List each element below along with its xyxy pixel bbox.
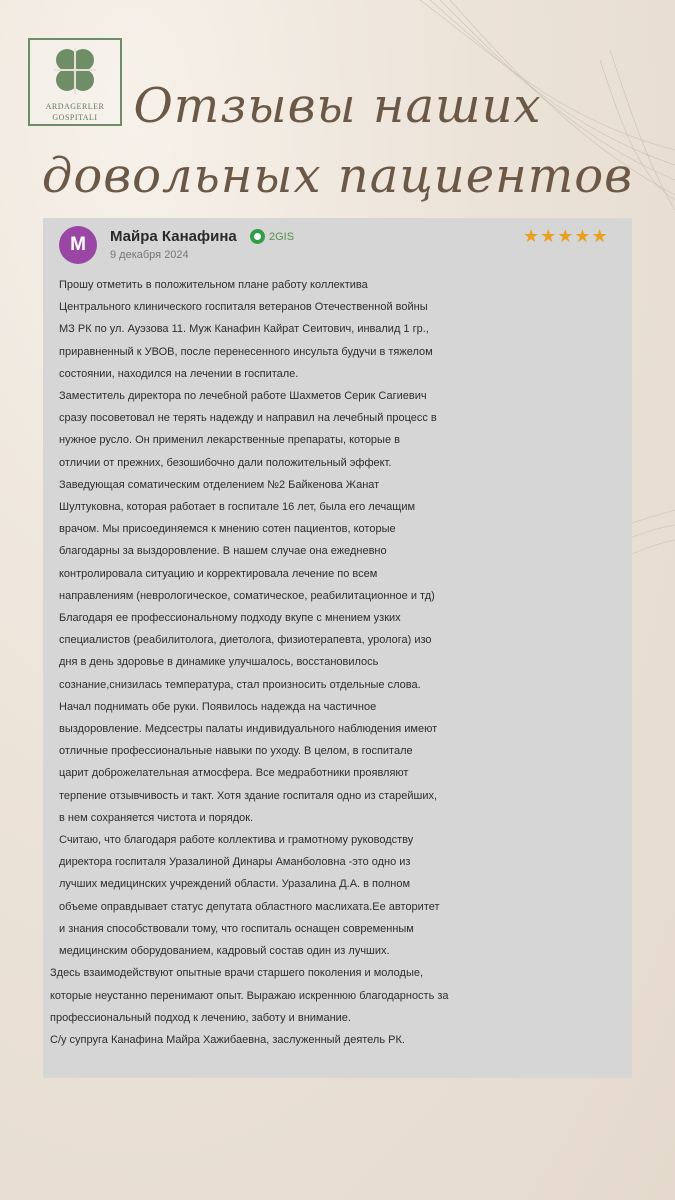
review-closing-line: профессиональный подход к лечению, заботу и внимание. (50, 1011, 351, 1024)
review-line: состоянии, находился на лечении в госпитале. (59, 367, 299, 380)
review-line: дня в день здоровье в динамике улучшалось, восстановилось (59, 656, 379, 669)
review-text (43, 274, 632, 1051)
review-line: нужное русло. Он применил лекарственные препараты, которые в (59, 434, 400, 447)
review-line: Прошу отметить в положительном плане работу коллектива (59, 279, 368, 291)
review-line: отличные профессиональные навыки по уходу. В целом, в госпитале (59, 745, 413, 758)
review-line: объеме оправдывает статус депутата областного маслихата.Ее авторитет (59, 900, 440, 913)
review-line: направлениям (неврологическое, соматическое, реабилитационное и тд) (59, 589, 435, 602)
avatar: М (59, 226, 97, 264)
review-line: Заведующая соматическим отделением №2 Байкенова Жанат (59, 478, 380, 491)
review-line: Центрального клинического госпиталя ветеранов Отечественной войны (59, 301, 428, 314)
logo-text-line2: GOSPITALI (52, 113, 98, 122)
review-line: сразу посоветовал не терять надежду и направил на лечебный процесс в (59, 412, 437, 425)
review-line: Шултуковна, которая работает в госпитале 16 лет, была его лечащим (59, 501, 416, 514)
review-line: в нем сохраняется чистота и порядок. (59, 811, 254, 824)
review-line: приравненный к УВОВ, после перенесенного инсульта будучи в тяжелом (59, 345, 433, 358)
review-line: отличии от прежних, безошибочно дали положительный эффект. (59, 456, 392, 469)
review-closing-line: Здесь взаимодействуют опытные врачи старшего поколения и молодые, (50, 967, 424, 980)
review-line: директора госпиталя Уразалиной Динары Аманболовна -это одно из (59, 856, 411, 869)
logo-text-line1: ARDAGERLER (45, 102, 105, 111)
review-line: лучших медицинских учреждений области. Уразалина Д.А. в полном (59, 878, 411, 891)
review-line: Заместитель директора по лечебной работе Шахметов Серик Сагиевич (59, 390, 427, 403)
review-line: Считаю, что благодаря работе коллектива и грамотному руководству (59, 834, 414, 847)
review-line: врачом. Мы присоединяемся к мнению сотен пациентов, которые (59, 523, 396, 536)
reviewer-name: Майра Канафина (110, 228, 237, 245)
review-closing-line: которые неустанно перенимают опыт. Выражаю искреннюю благодарность за (50, 989, 449, 1002)
page-title-line2: довольных пациентов (41, 148, 634, 204)
review-line: и знания способствовали тому, что госпиталь оснащен современным (59, 922, 414, 935)
2gis-icon (250, 229, 265, 244)
review-line: сознание,снизилась температура, стал произносить отдельные слова. (59, 678, 421, 691)
review-line: контролировала ситуацию и корректировала лечение по всем (59, 567, 378, 580)
review-line: выздоровление. Медсестры палаты индивидуального наблюдения имеют (59, 723, 438, 736)
review-line: царит доброжелательная атмосфера. Все медработники проявляют (59, 767, 409, 780)
review-line: Начал поднимать обе руки. Появилось надежда на частичное (59, 700, 377, 713)
review-line: специалистов (реабилитолога, диетолога, физиотерапевта, уролога) изо (59, 634, 432, 647)
review-line: МЗ РК по ул. Ауэзова 11. Муж Канафин Кайрат Сеитович, инвалид 1 гр., (59, 323, 429, 336)
page-title-line1: Отзывы наших (133, 78, 542, 134)
review-line: благодарны за выздоровление. В нашем случае она ежедневно (59, 545, 387, 558)
review-line: терпение отзывчивость и такт. Хотя здание госпиталя одно из старейших, (59, 789, 438, 802)
review-source: 2GIS (269, 231, 295, 243)
review-card (43, 218, 632, 1078)
review-line: медицинским оборудованием, кадровый состав один из лучших. (59, 945, 390, 958)
review-date: 9 декабря 2024 (110, 249, 189, 261)
review-closing-line: С/у супруга Канафина Майра Хажибаевна, заслуженный деятель РК. (50, 1033, 405, 1046)
star-rating: ★★★★★ (523, 226, 609, 246)
review-line: Благодаря ее профессиональному подходу вкупе с мнением узких (59, 612, 401, 625)
